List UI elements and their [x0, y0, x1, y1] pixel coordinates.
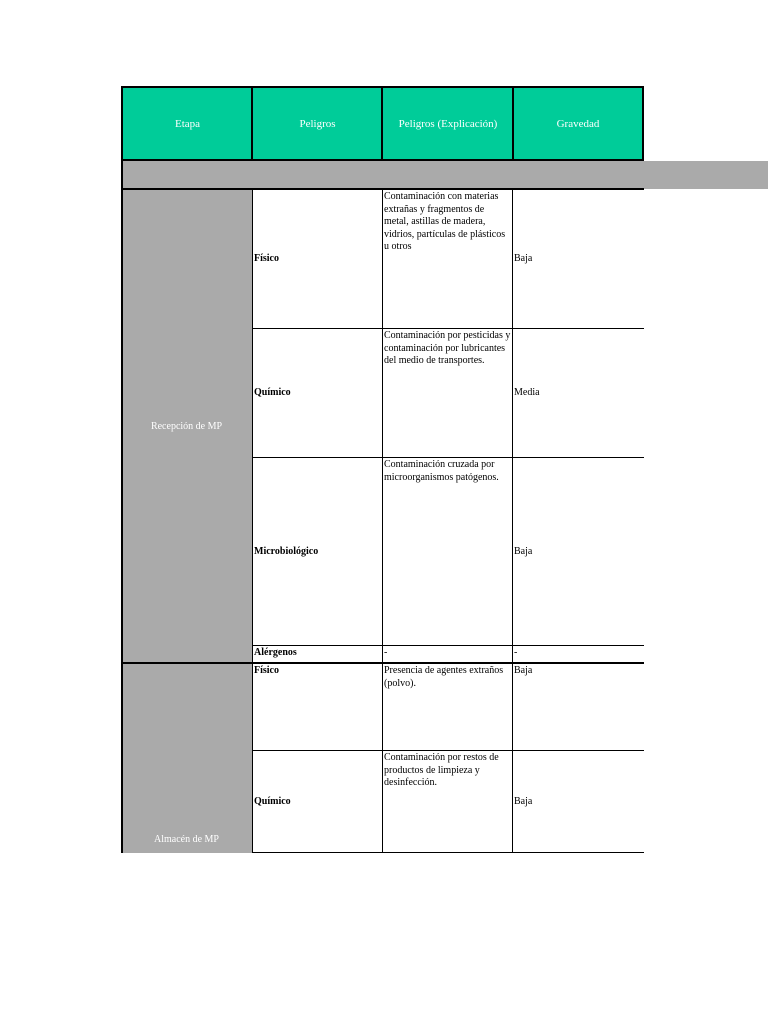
- gravedad-cell: Baja: [514, 665, 533, 676]
- row-divider: [252, 645, 644, 646]
- stage-divider: [121, 662, 644, 664]
- header-peligros: [251, 86, 382, 161]
- table-bottom-border: [252, 852, 644, 853]
- etapa-cell-almacen: [121, 664, 252, 853]
- header-gravedad-label: Gravedad: [556, 117, 600, 130]
- separator-band: [121, 161, 768, 189]
- peligro-cell: Físico: [254, 665, 279, 676]
- gravedad-cell: -: [514, 647, 518, 658]
- header-etapa: [121, 86, 252, 161]
- etapa-cell-recepcion: [121, 190, 252, 662]
- gravedad-cell: Baja: [514, 796, 533, 807]
- header-etapa-label: Etapa: [174, 117, 201, 130]
- peligro-cell: Químico: [254, 796, 291, 807]
- col-divider: [512, 190, 513, 853]
- explicacion-cell: Contaminación por pesticidas y contaminación por lubricantes del medio de transportes.: [384, 330, 511, 366]
- col-divider: [252, 190, 253, 853]
- row-divider: [252, 457, 644, 458]
- peligro-cell: Químico: [254, 387, 291, 398]
- gravedad-cell: Baja: [514, 253, 533, 264]
- row-divider: [252, 328, 644, 329]
- header-gravedad: [512, 86, 644, 161]
- table-left-border: [121, 161, 123, 853]
- peligro-cell: Alérgenos: [254, 647, 297, 658]
- row-divider: [252, 750, 644, 751]
- explicacion-cell: Contaminación por restos de productos de limpieza y desinfección.: [384, 752, 499, 788]
- peligro-cell: Físico: [254, 253, 279, 264]
- explicacion-cell: -: [384, 647, 388, 658]
- etapa-label: Recepción de MP: [150, 420, 223, 432]
- explicacion-cell: Contaminación cruzada por microorganismos patógenos.: [384, 459, 499, 483]
- gravedad-cell: Baja: [514, 546, 533, 557]
- header-peligros-label: Peligros: [299, 117, 336, 130]
- gravedad-cell: Media: [514, 387, 540, 398]
- explicacion-cell: Presencia de agentes extraños (polvo).: [384, 665, 504, 689]
- header-explicacion: [381, 86, 513, 161]
- header-explicacion-label: Peligros (Explicación): [398, 117, 498, 130]
- peligro-cell: Microbiológico: [254, 546, 319, 557]
- col-divider: [382, 190, 383, 853]
- explicacion-cell: Contaminación con materias extrañas y fragmentos de metal, astillas de madera, vidrios, partículas de plásticos u otros: [384, 191, 506, 252]
- etapa-label: Almacén de MP: [154, 834, 219, 845]
